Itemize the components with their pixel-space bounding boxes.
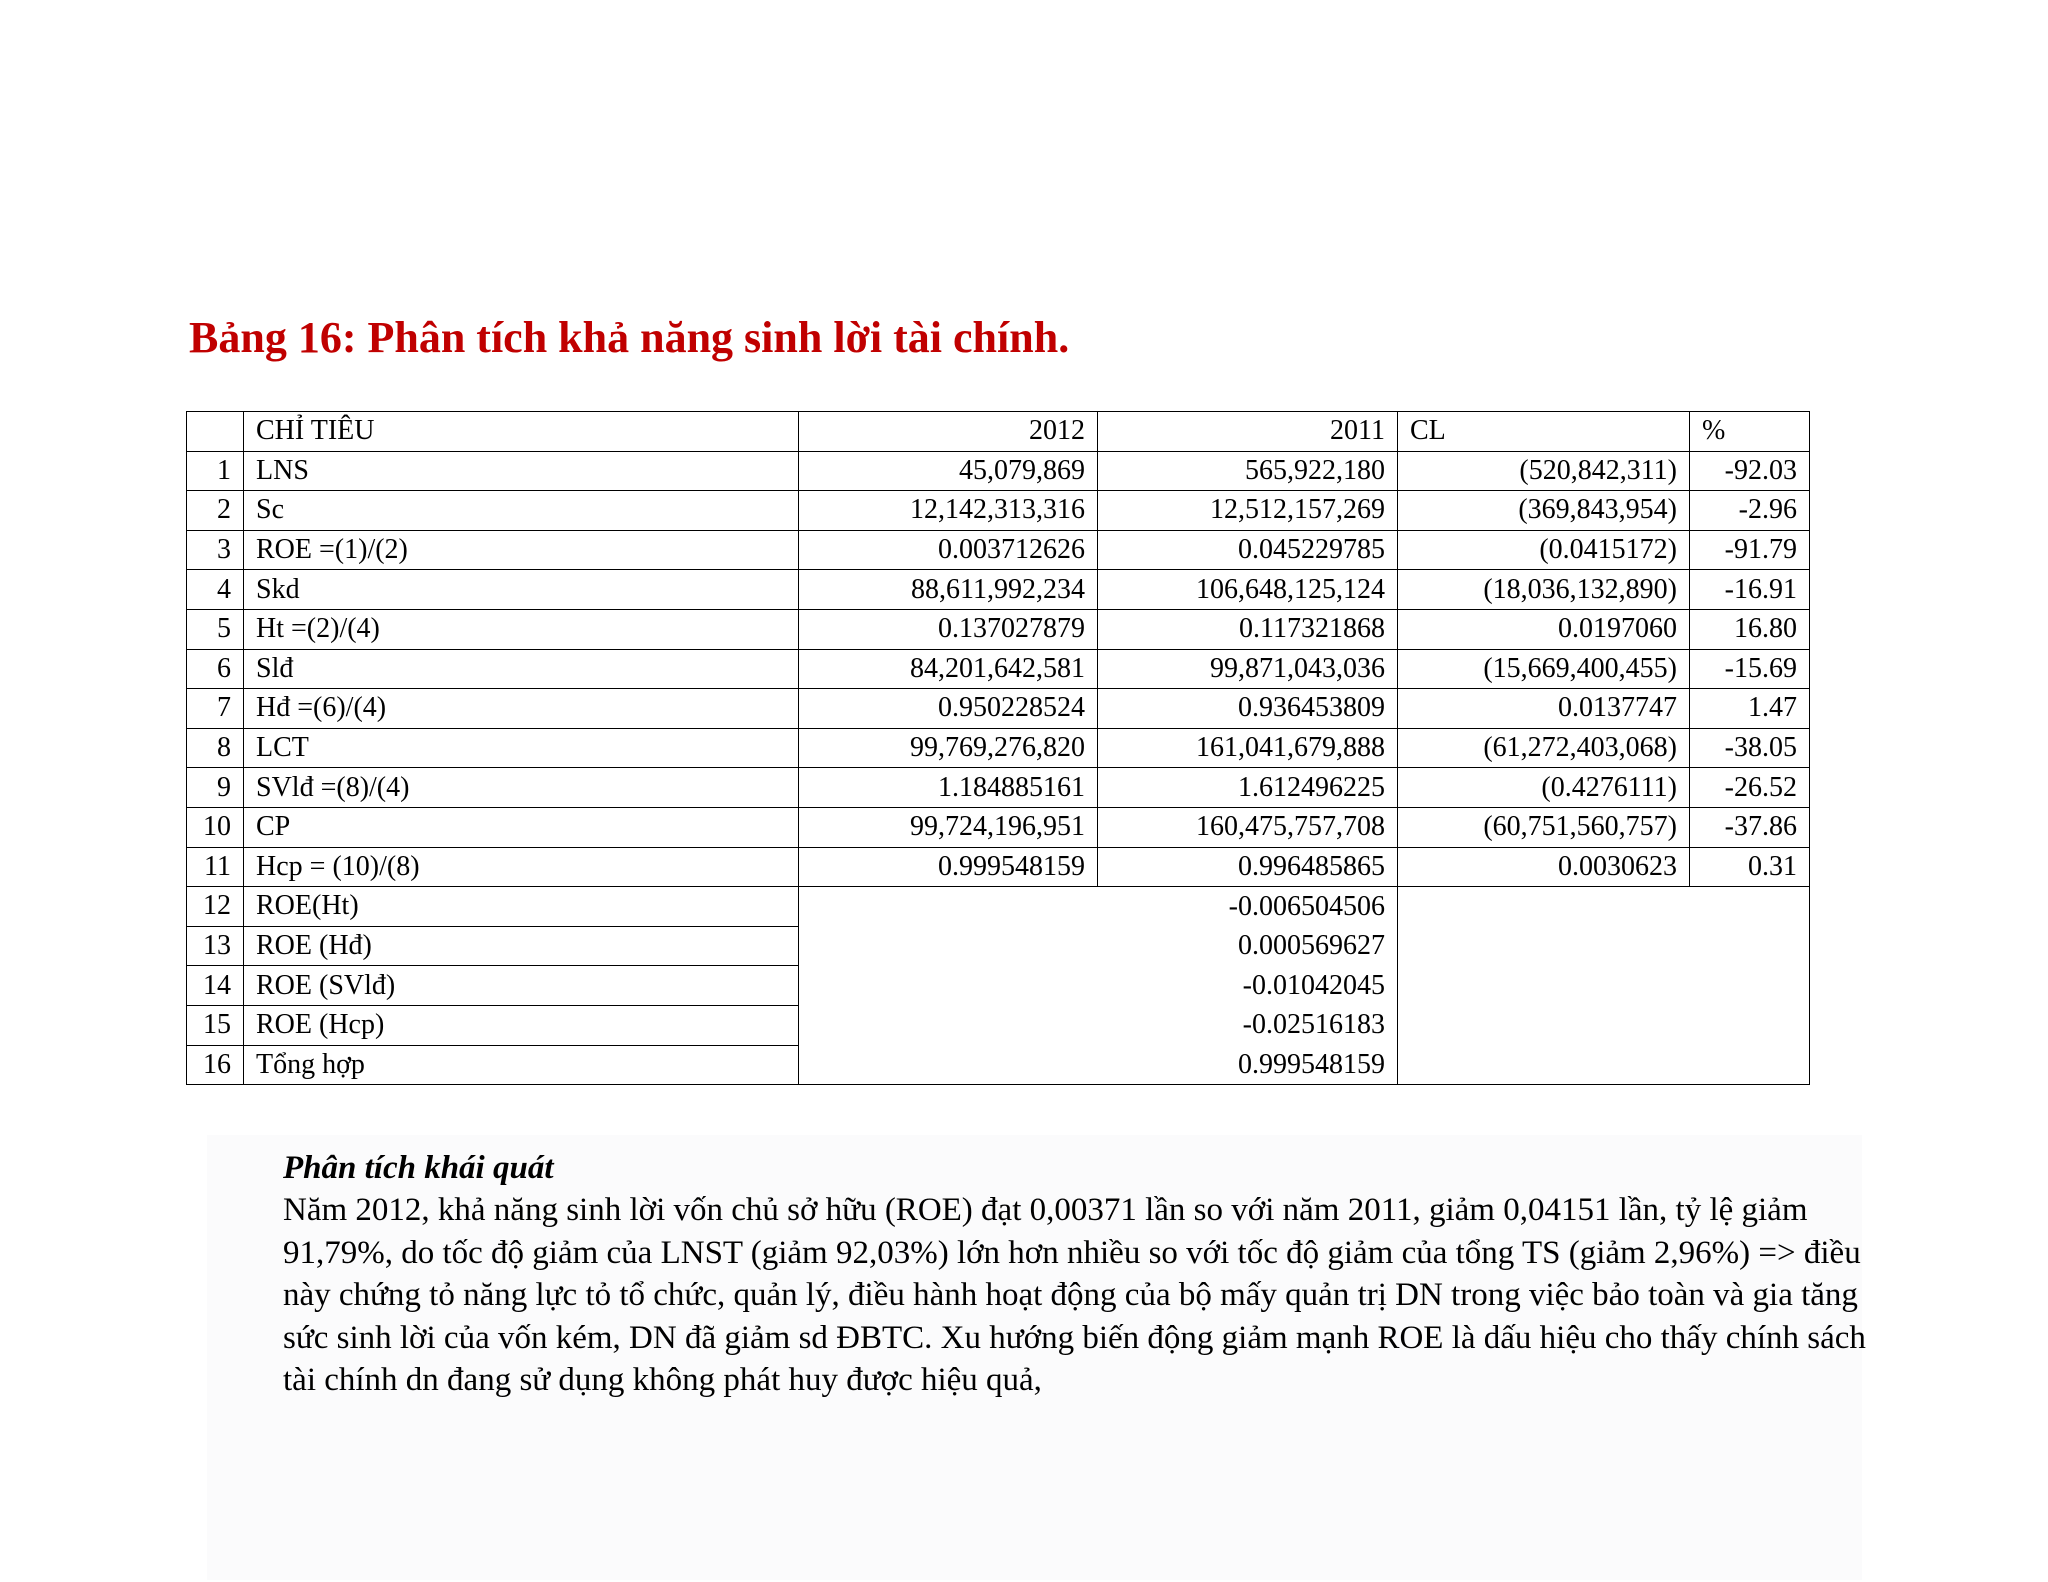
row-percent: -2.96 [1690,491,1810,531]
row-percent: 1.47 [1690,689,1810,729]
row-indicator: Ht =(2)/(4) [244,609,799,649]
table-row [187,689,1810,729]
summary-blank [1398,1005,1810,1045]
summary-row [187,1005,1810,1045]
row-difference: (60,751,560,757) [1398,807,1690,847]
summary-row [187,966,1810,1006]
row-indicator: Hđ =(6)/(4) [244,689,799,729]
row-difference: 0.0197060 [1398,609,1690,649]
row-value-2012: 12,142,313,316 [799,491,1098,531]
row-number: 11 [187,847,244,887]
summary-blank [1398,1045,1810,1085]
row-difference: (0.4276111) [1398,768,1690,808]
row-value-2012: 0.137027879 [799,609,1098,649]
row-difference: (61,272,403,068) [1398,728,1690,768]
header-percent: % [1690,412,1810,452]
row-number: 2 [187,491,244,531]
row-difference: (520,842,311) [1398,451,1690,491]
row-indicator: LCT [244,728,799,768]
row-indicator: Tổng hợp [244,1045,799,1085]
row-value-2011: 0.996485865 [1098,847,1398,887]
financial-profitability-table [186,411,1810,1085]
summary-value: -0.01042045 [799,966,1398,1006]
row-difference: (369,843,954) [1398,491,1690,531]
row-indicator: ROE(Ht) [244,887,799,927]
row-value-2011: 12,512,157,269 [1098,491,1398,531]
row-indicator: ROE =(1)/(2) [244,530,799,570]
row-number: 9 [187,768,244,808]
table-header-row [187,412,1810,452]
table-row [187,609,1810,649]
row-percent: -26.52 [1690,768,1810,808]
row-value-2012: 88,611,992,234 [799,570,1098,610]
row-number: 10 [187,807,244,847]
table-title: Bảng 16: Phân tích khả năng sinh lời tài chính. [189,313,1070,362]
row-value-2012: 0.003712626 [799,530,1098,570]
table-row [187,728,1810,768]
row-value-2011: 99,871,043,036 [1098,649,1398,689]
row-number: 1 [187,451,244,491]
row-difference: (18,036,132,890) [1398,570,1690,610]
row-indicator: LNS [244,451,799,491]
row-value-2012: 0.950228524 [799,689,1098,729]
summary-value: -0.02516183 [799,1005,1398,1045]
row-indicator: ROE (Hcp) [244,1005,799,1045]
summary-blank [1398,926,1810,966]
table-row [187,649,1810,689]
row-value-2011: 160,475,757,708 [1098,807,1398,847]
row-value-2012: 84,201,642,581 [799,649,1098,689]
row-number: 7 [187,689,244,729]
analysis-section [207,1135,1866,1580]
row-indicator: SVlđ =(8)/(4) [244,768,799,808]
row-number: 13 [187,926,244,966]
table-row [187,491,1810,531]
row-number: 12 [187,887,244,927]
table-row [187,768,1810,808]
row-number: 15 [187,1005,244,1045]
row-indicator: Slđ [244,649,799,689]
header-stt [187,412,244,452]
row-value-2012: 1.184885161 [799,768,1098,808]
header-2011: 2011 [1098,412,1398,452]
row-difference: (15,669,400,455) [1398,649,1690,689]
row-value-2011: 1.612496225 [1098,768,1398,808]
row-indicator: Hcp = (10)/(8) [244,847,799,887]
row-percent: -38.05 [1690,728,1810,768]
summary-row [187,887,1810,927]
summary-value: 0.000569627 [799,926,1398,966]
row-number: 6 [187,649,244,689]
table-row [187,807,1810,847]
summary-blank [1398,887,1810,927]
row-percent: -92.03 [1690,451,1810,491]
summary-value: 0.999548159 [799,1045,1398,1085]
row-number: 14 [187,966,244,1006]
header-2012: 2012 [799,412,1098,452]
summary-row [187,1045,1810,1085]
row-value-2011: 565,922,180 [1098,451,1398,491]
row-number: 16 [187,1045,244,1085]
table-row [187,451,1810,491]
row-value-2011: 0.117321868 [1098,609,1398,649]
row-value-2012: 45,079,869 [799,451,1098,491]
row-number: 8 [187,728,244,768]
table-row [187,530,1810,570]
row-percent: -16.91 [1690,570,1810,610]
analysis-heading: Phân tích khái quát [283,1150,554,1186]
row-indicator: ROE (SVlđ) [244,966,799,1006]
row-indicator: ROE (Hđ) [244,926,799,966]
table-row [187,847,1810,887]
summary-blank [1398,966,1810,1006]
row-difference: 0.0137747 [1398,689,1690,729]
summary-row [187,926,1810,966]
row-value-2012: 99,769,276,820 [799,728,1098,768]
row-value-2012: 99,724,196,951 [799,807,1098,847]
row-difference: 0.0030623 [1398,847,1690,887]
row-value-2011: 0.936453809 [1098,689,1398,729]
analysis-paragraph: Năm 2012, khả năng sinh lời vốn chủ sở hữu (ROE) đạt 0,00371 lần so với năm 2011, giảm 0,04151 lần, tỷ lệ giảm 91,79%, do tốc độ giảm của LNST (giảm 92,03%) lớn hơn nhiều so với tốc độ giảm của tổng TS (giảm 2,96%) => điều này chứng tỏ năng lực tỏ tổ chức, quản lý, điều hành hoạt động của bộ mấy quản trị DN trong việc bảo toàn và gia tăng sức sinh lời của vốn kém, DN đã giảm sd ĐBTC. Xu hướng biến động giảm mạnh ROE là dấu hiệu cho thấy chính sách tài chính dn đang sử dụng không phát huy được hiệu quả, [283,1192,1866,1398]
table-row [187,570,1810,610]
row-percent: -37.86 [1690,807,1810,847]
row-value-2011: 0.045229785 [1098,530,1398,570]
row-value-2011: 106,648,125,124 [1098,570,1398,610]
row-percent: 0.31 [1690,847,1810,887]
summary-value: -0.006504506 [799,887,1398,927]
row-indicator: Sc [244,491,799,531]
header-cl: CL [1398,412,1690,452]
row-value-2012: 0.999548159 [799,847,1098,887]
row-number: 3 [187,530,244,570]
header-chi-tieu: CHỈ TIÊU [244,412,799,452]
row-indicator: Skd [244,570,799,610]
row-value-2011: 161,041,679,888 [1098,728,1398,768]
row-number: 5 [187,609,244,649]
row-number: 4 [187,570,244,610]
row-indicator: CP [244,807,799,847]
row-percent: 16.80 [1690,609,1810,649]
row-difference: (0.0415172) [1398,530,1690,570]
row-percent: -15.69 [1690,649,1810,689]
row-percent: -91.79 [1690,530,1810,570]
